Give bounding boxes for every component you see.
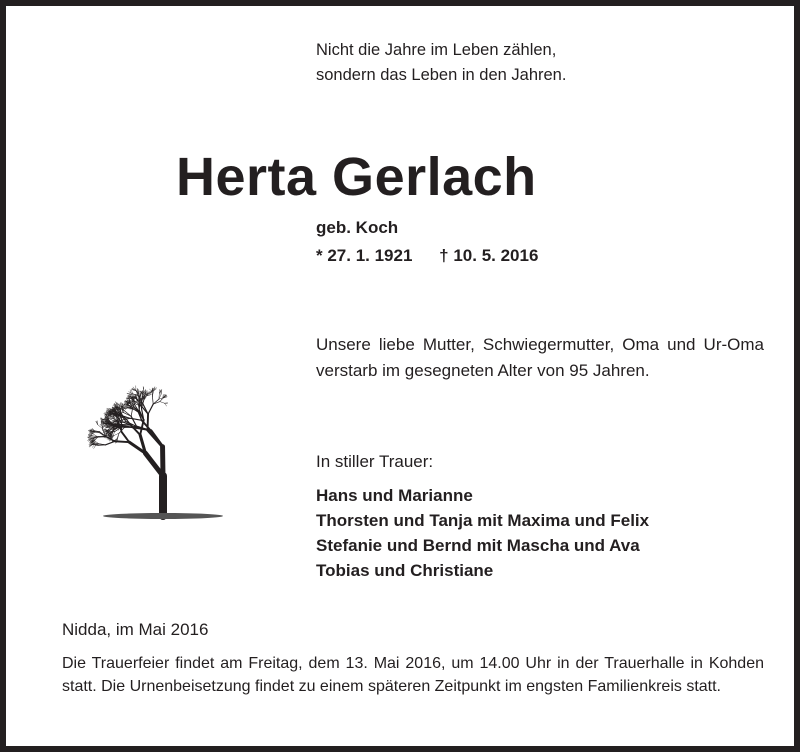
family-member: Hans und Marianne	[316, 486, 473, 505]
family-member: Thorsten und Tanja mit Maxima und Felix	[316, 511, 650, 530]
motto-line: sondern das Leben in den Jahren.	[316, 66, 567, 84]
family-member: Tobias und Christiane	[316, 561, 494, 580]
obituary-notice	[6, 6, 794, 746]
motto-line: Nicht die Jahre im Leben zählen,	[316, 41, 557, 59]
motto	[316, 38, 566, 88]
birth-date: * 27. 1. 1921	[316, 246, 413, 265]
death-date: † 10. 5. 2016	[439, 246, 539, 265]
life-dates	[316, 246, 560, 266]
family-member: Stefanie und Bernd mit Mascha und Ava	[316, 536, 640, 555]
funeral-info: Die Trauerfeier findet am Freitag, dem 13. Mai 2016, um 14.00 Uhr in der Trauerhalle in Kohden statt. Die Urnenbeisetzung findet zu einem späteren Zeitpunkt im engsten Familienkreis statt.	[62, 655, 764, 695]
family-list	[316, 483, 649, 583]
maiden-name: geb. Koch	[316, 218, 399, 237]
place-date: Nidda, im Mai 2016	[62, 620, 209, 639]
tree-image	[58, 342, 288, 522]
mourning-label: In stiller Trauer:	[316, 452, 434, 471]
notice-text: Unsere liebe Mutter, Schwiegermutter, Oma und Ur-Oma verstarb im gesegneten Alter von 95 Jahren.	[316, 335, 764, 380]
deceased-name: Herta Gerlach	[176, 147, 537, 207]
